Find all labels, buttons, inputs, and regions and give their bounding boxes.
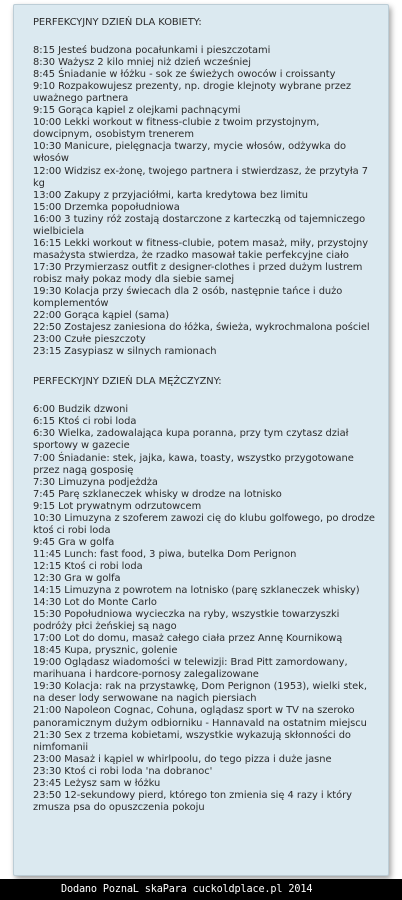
watermark-footer: Dodano PoznaL skaPara cuckoldplace.pl 2014 [0,879,402,900]
schedule-line: 14:15 Limuzyna z powrotem na lotnisko (parę szklaneczek whisky) [33,585,360,597]
schedule-line: 23:45 Leżysz sam w łóżku [33,777,161,789]
schedule-line: 6:00 Budzik dzwoni [33,404,129,416]
schedule-line: 16:15 Lekki workout w fitness-clubie, potem masaż, miły, przystojny masażysta stwierdza, że rzadko masował takie perfekcyjne ciało [33,237,369,261]
schedule-line: 10:00 Lekki workout w fitness-clubie z twoim przystojnym, dowcipnym, osobistym trenerem [33,117,320,141]
schedule-line: 22:50 Zostajesz zaniesiona do łóżka, świeża, wykrochmalona pościel [33,322,370,334]
schedule-line: 15:30 Popołudniowa wycieczka na ryby, wszystkie towarzyszki podróży płci żeńskiej są nago [33,609,340,633]
schedule-line: 9:15 Lot prywatnym odrzutowcem [33,500,202,512]
schedule-line: 15:00 Drzemka popołudniowa [33,201,180,213]
schedule-line: 7:45 Parę szklaneczek whisky w drodze na lotnisko [33,488,282,500]
schedule-line: 17:00 Lot do domu, masaż całego ciała przez Annę Kournikową [33,633,343,645]
schedule-line: 21:30 Sex z trzema kobietami, wszystkie wykazują skłonności do nimfomanii [33,729,351,753]
schedule-line: 23:30 Ktoś ci robi loda 'na dobranoc' [33,765,213,777]
schedule-line: 7:00 Śniadanie: stek, jajka, kawa, toasty, wszystko przygotowane przez nagą gosposię [33,452,354,476]
men-section-title: PERFECKYJNY DZIEŃ DLA MĘŻCZYZNY: [33,376,222,388]
schedule-line: 23:50 12-sekundowy pierd, którego ton zmienia się 4 razy i który zmusza psa do opuszczenia pokoju [33,789,352,813]
schedule-line: 23:15 Zasypiasz w silnych ramionach [33,346,217,358]
schedule-line: 11:45 Lunch: fast food, 3 piwa, butelka Dom Perignon [33,548,297,560]
schedule-line: 14:30 Lot do Monte Carlo [33,597,157,609]
schedule-line: 9:10 Rozpakowujesz prezenty, np. drogie klejnoty wybrane przez uważnego partnera [33,81,352,105]
schedule-line: 16:00 3 tuziny róż zostają dostarczone z karteczką od tajemniczego wielbiciela [33,213,366,237]
schedule-line: 12:15 Ktoś ci robi loda [33,560,143,572]
men-schedule-list [33,404,380,814]
schedule-line: 8:30 Ważysz 2 kilo mniej niż dzień wcześniej [33,57,251,69]
schedule-line: 6:30 Wielka, zadowalająca kupa poranna, przy tym czytasz dział sportowy w gazecie [33,428,349,452]
schedule-line: 6:15 Ktoś ci robi loda [33,416,137,428]
schedule-line: 23:00 Masaż i kąpiel w whirlpoolu, do tego pizza i duże jasne [33,753,332,765]
schedule-line: 12:30 Gra w golfa [33,572,121,584]
schedule-line: 8:45 Śniadanie w łóżku - sok ze świeżych owoców i croissanty [33,69,336,81]
schedule-line: 18:45 Kupa, prysznic, golenie [33,645,178,657]
schedule-line: 12:00 Widzisz ex-żonę, twojego partnera i stwierdzasz, że przytyła 7 kg [33,165,368,189]
schedule-line: 19:30 Kolacja przy świecach dla 2 osób, następnie tańce i dużo komplementów [33,285,343,310]
schedule-line: 10:30 Limuzyna z szoferem zawozi cię do klubu golfowego, po drodze ktoś ci robi loda [33,512,375,536]
schedule-line: 22:00 Gorąca kąpiel (sama) [33,310,170,322]
schedule-line: 17:30 Przymierzasz outfit z designer-clothes i przed dużym lustrem robisz mały pokaz mody dla siebie samej [33,261,363,285]
schedule-line: 19:30 Kolacja: rak na przystawkę, Dom Perignon (1953), wielki stek, na deser lody serwowane na nagich piersiach [33,681,367,705]
schedule-line: 19:00 Oglądasz wiadomości w telewizji: Brad Pitt zamordowany, marihuana i hardcore-pornosy zalegalizowane [33,657,348,681]
women-section-title: PERFEKCYJNY DZIEŃ DLA KOBIETY: [33,17,202,28]
schedule-line: 10:30 Manicure, pielęgnacja twarzy, mycie włosów, odżywka do włosów [33,141,347,165]
schedule-line: 8:15 Jesteś budzona pocałunkami i pieszczotami [33,45,271,57]
schedule-line: 13:00 Zakupy z przyjaciółmi, karta kredytowa bez limitu [33,189,309,201]
schedule-line: 9:15 Gorąca kąpiel z olejkami pachnącymi [33,105,241,117]
schedule-line: 23:00 Czułe pieszczoty [33,334,146,346]
schedule-line: 9:45 Gra w golfa [33,536,115,548]
women-schedule-list [33,45,380,358]
schedule-line: 21:00 Napoleon Cognac, Cohuna, oglądasz sport w TV na szeroko panoramicznym dużym odbiorniku - Hannavald na ostatnim miejscu [33,705,367,729]
schedule-line: 7:30 Limuzyna podjeżdża [33,476,158,488]
text-card [13,4,389,876]
